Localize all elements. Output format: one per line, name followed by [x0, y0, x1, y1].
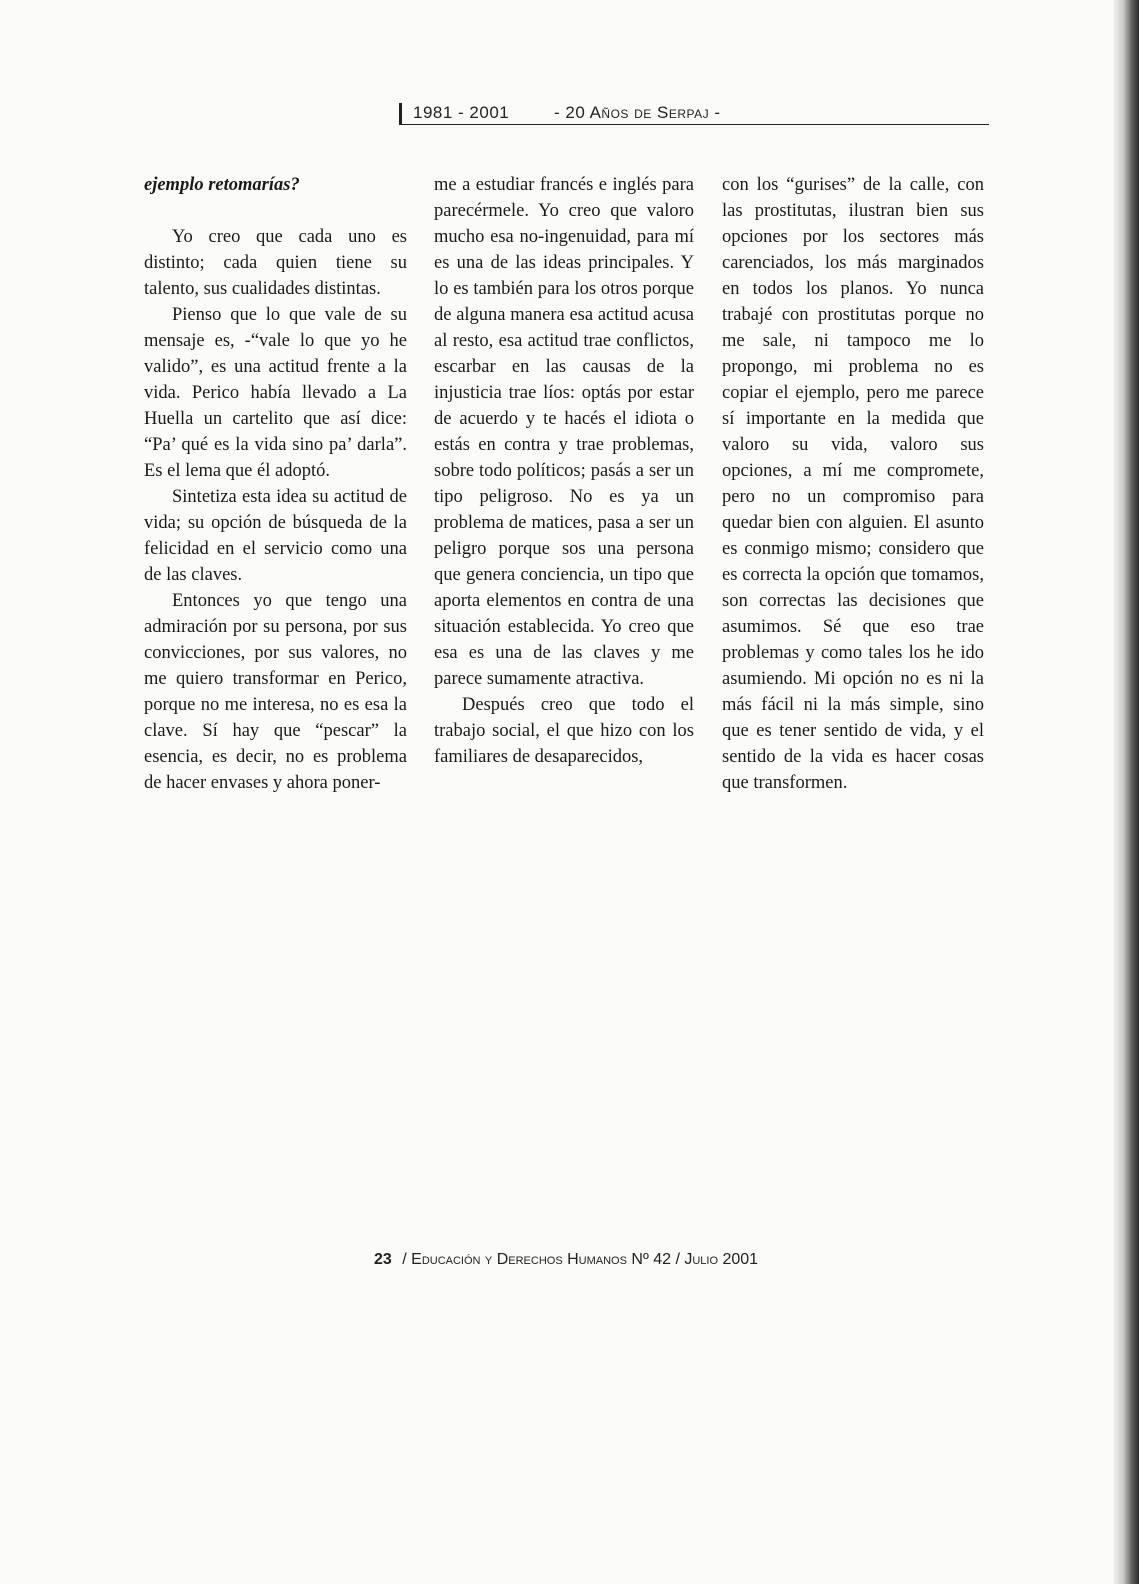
paragraph: Después creo que todo el trabajo social, el que hizo con los familiares de desaparecidos, — [434, 695, 694, 767]
paragraph: Entonces yo que tengo una admiración por su persona, por sus convicciones, por sus valores, no me quiero transformar en Perico, porque no me interesa, no es esa la clave. Sí hay que “pescarˮ la esencia, es decir, no es problema de hacer envases y ahora poner- — [144, 591, 407, 793]
header-years: 1981 - 2001 — [413, 103, 510, 122]
paragraph: Sintetiza esta idea su actitud de vida; su opción de búsqueda de la felicidad en el servicio como una de las claves. — [144, 487, 407, 585]
page-edge-shadow — [1113, 0, 1139, 1584]
paragraph: Yo creo que cada uno es distinto; cada quien tiene su talento, sus cualidades distintas. — [144, 227, 407, 299]
paragraph: Pienso que lo que vale de su mensaje es, -“vale lo que yo he validoˮ, es una actitud frente a la vida. Perico había llevado a La Huella un cartelito que así dice: “Pa’ qué es la vida sino pa’ darlaˮ. Es el lema que él adoptó. — [144, 305, 407, 481]
paragraph-continuation: me a estudiar francés e inglés para parecérmele. Yo creo que valoro mucho esa no-ingenuidad, para mí es una de las ideas principales. Y lo es también para los otros porque de alguna manera esa actitud acusa al resto, esa actitud trae conflictos, escarbar en las causas de la injusticia trae líos: optás por estar de acuerdo y te hacés el idiota o estás en contra y trae problemas, sobre todo políticos; pasás a ser un tipo peligroso. No es ya un problema de matices, pasa a ser un peligro porque sos una persona que genera conciencia, un tipo que aporta elementos en contra de una situación establecida. Yo creo que esa es una de las claves y me parece sumamente atractiva. — [434, 175, 694, 689]
text-column-2 — [434, 172, 694, 770]
text-column-3 — [722, 172, 984, 796]
publication-info: / Educación y Derechos Humanos Nº 42 / Julio 2001 — [402, 1251, 759, 1268]
header-title: - 20 Años de Serpaj - — [554, 103, 721, 122]
running-footer — [374, 1251, 794, 1269]
paragraph-continuation: con los “gurisesˮ de la calle, con las prostitutas, ilustran bien sus opciones por los sectores más carenciados, los más marginados en todos los planos. Yo nunca trabajé con prostitutas porque no me sale, ni tampoco me lo propongo, mi problema no es copiar el ejemplo, pero me parece sí importante en la medida que valoro su vida, valoro sus opciones, a mí me compromete, pero no un compromiso para quedar bien con alguien. El asunto es conmigo mismo; considero que es correcta la opción que tomamos, son correctas las decisiones que asumimos. Sé que eso trae problemas y como tales los he ido asumiendo. Mi opción no es ni la más fácil ni la más simple, sino que es tener sentido de vida, y el sentido de la vida es hacer cosas que transformen. — [722, 175, 984, 793]
header-bar — [399, 103, 402, 125]
running-header — [399, 100, 989, 125]
page-number: 23 — [374, 1251, 392, 1268]
text-column-1 — [144, 172, 407, 796]
interview-question: ejemplo retomarías? — [144, 175, 300, 195]
